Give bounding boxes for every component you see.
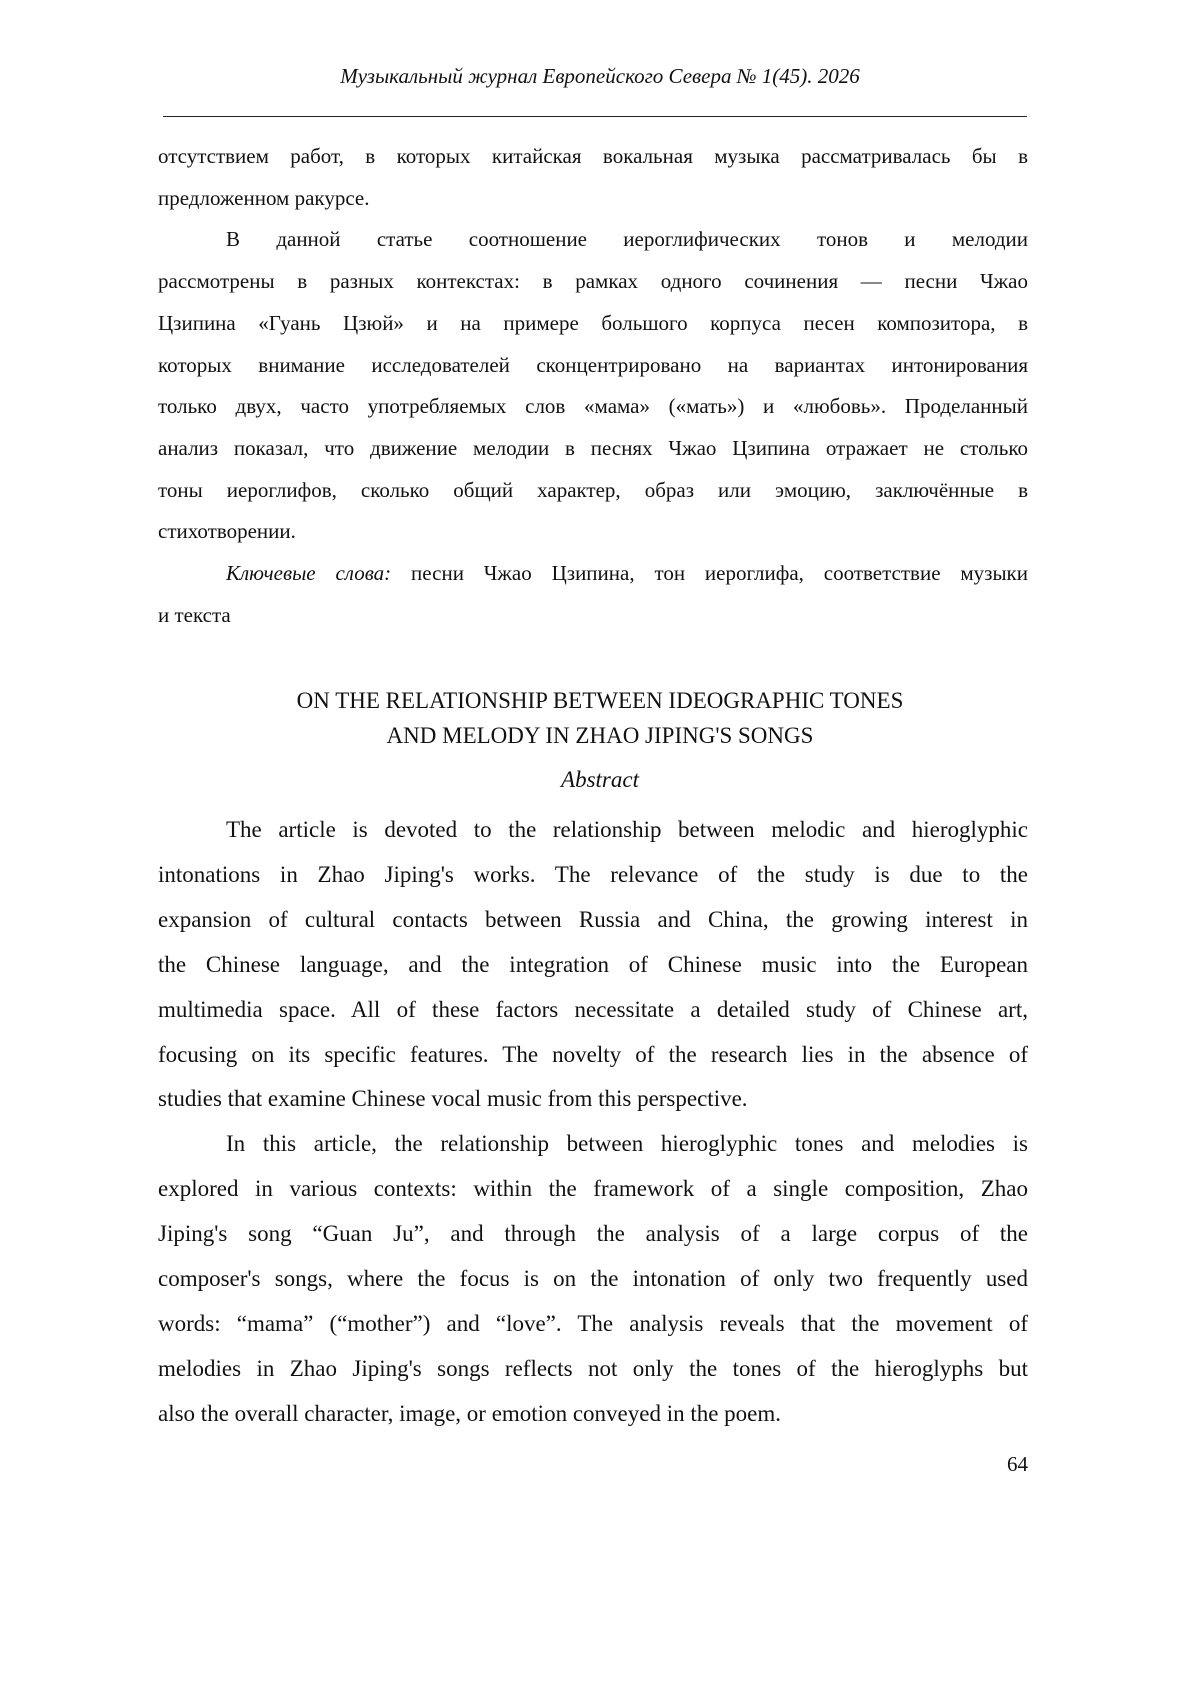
paragraph-line: also the overall character, image, or emotion conveyed in the poem. (158, 1400, 782, 1426)
paragraph-line: Jiping's song “Guan Ju”, and through the analysis of a large corpus of the (158, 1221, 1028, 1247)
keywords-label: Ключевые слова: (226, 561, 392, 586)
keywords-text: песни Чжао Цзипина, тон иероглифа, соответствие музыки (411, 561, 1029, 586)
paragraph-line: In this article, the relationship between hieroglyphic tones and melodies is (226, 1131, 1028, 1157)
paragraph-line: тоны иероглифов, сколько общий характер, образ или эмоцию, заключённые в (158, 477, 1028, 502)
paragraph-line: Цзипина «Гуань Цзюй» и на примере большого корпуса песен композитора, в (158, 310, 1028, 335)
title-line: AND MELODY IN ZHAO JIPING'S SONGS (386, 723, 814, 748)
running-header: Музыкальный журнал Европейского Севера № 1(45). 2026 (340, 64, 860, 88)
paragraph-line: которых внимание исследователей сконцентрировано на вариантах интонирования (158, 352, 1028, 377)
paragraph-line: composer's songs, where the focus is on the intonation of only two frequently used (158, 1266, 1028, 1292)
abstract-heading: Abstract (561, 767, 639, 792)
russian-abstract-text (158, 136, 1028, 636)
keywords-line: и текста (158, 602, 231, 627)
paragraph-line: melodies in Zhao Jiping's songs reflects not only the tones of the hieroglyphs but (158, 1355, 1028, 1381)
english-abstract-text (158, 808, 1028, 1437)
english-title (0, 683, 1200, 753)
keywords-line (158, 553, 1028, 595)
paragraph-line: отсутствием работ, в которых китайская вокальная музыка рассматривалась бы в (158, 144, 1028, 168)
paragraph-line: the Chinese language, and the integration of Chinese music into the European (158, 951, 1028, 977)
page-number: 64 (1007, 1452, 1028, 1476)
title-line: ON THE RELATIONSHIP BETWEEN IDEOGRAPHIC TONES (296, 688, 904, 713)
paragraph-line: The article is devoted to the relationship between melodic and hieroglyphic (226, 817, 1028, 842)
paragraph-line: intonations in Zhao Jiping's works. The relevance of the study is due to the (158, 861, 1028, 887)
paragraph-line: только двух, часто употребляемых слов «мама» («мать») и «любовь». Проделанный (158, 394, 1028, 419)
paragraph-line: explored in various contexts: within the framework of a single composition, Zhao (158, 1176, 1028, 1202)
paragraph-line: В данной статье соотношение иероглифических тонов и мелодии (226, 227, 1028, 252)
paragraph-line: expansion of cultural contacts between Russia and China, the growing interest in (158, 906, 1028, 932)
paragraph-line: multimedia space. All of these factors necessitate a detailed study of Chinese art, (158, 996, 1028, 1022)
paragraph-line: анализ показал, что движение мелодии в песнях Чжао Цзипина отражает не столько (158, 435, 1028, 460)
paragraph-line: focusing on its specific features. The novelty of the research lies in the absence of (158, 1041, 1028, 1067)
paragraph-line: words: “mama” (“mother”) and “love”. The analysis reveals that the movement of (158, 1310, 1028, 1336)
paragraph-line: стихотворении. (158, 519, 296, 544)
paragraph-line: studies that examine Chinese vocal music from this perspective. (158, 1086, 748, 1112)
paragraph-line: рассмотрены в разных контекстах: в рамках одного сочинения — песни Чжао (158, 269, 1028, 294)
paragraph-line: предложенном ракурсе. (158, 185, 370, 210)
header-rule (163, 116, 1027, 117)
